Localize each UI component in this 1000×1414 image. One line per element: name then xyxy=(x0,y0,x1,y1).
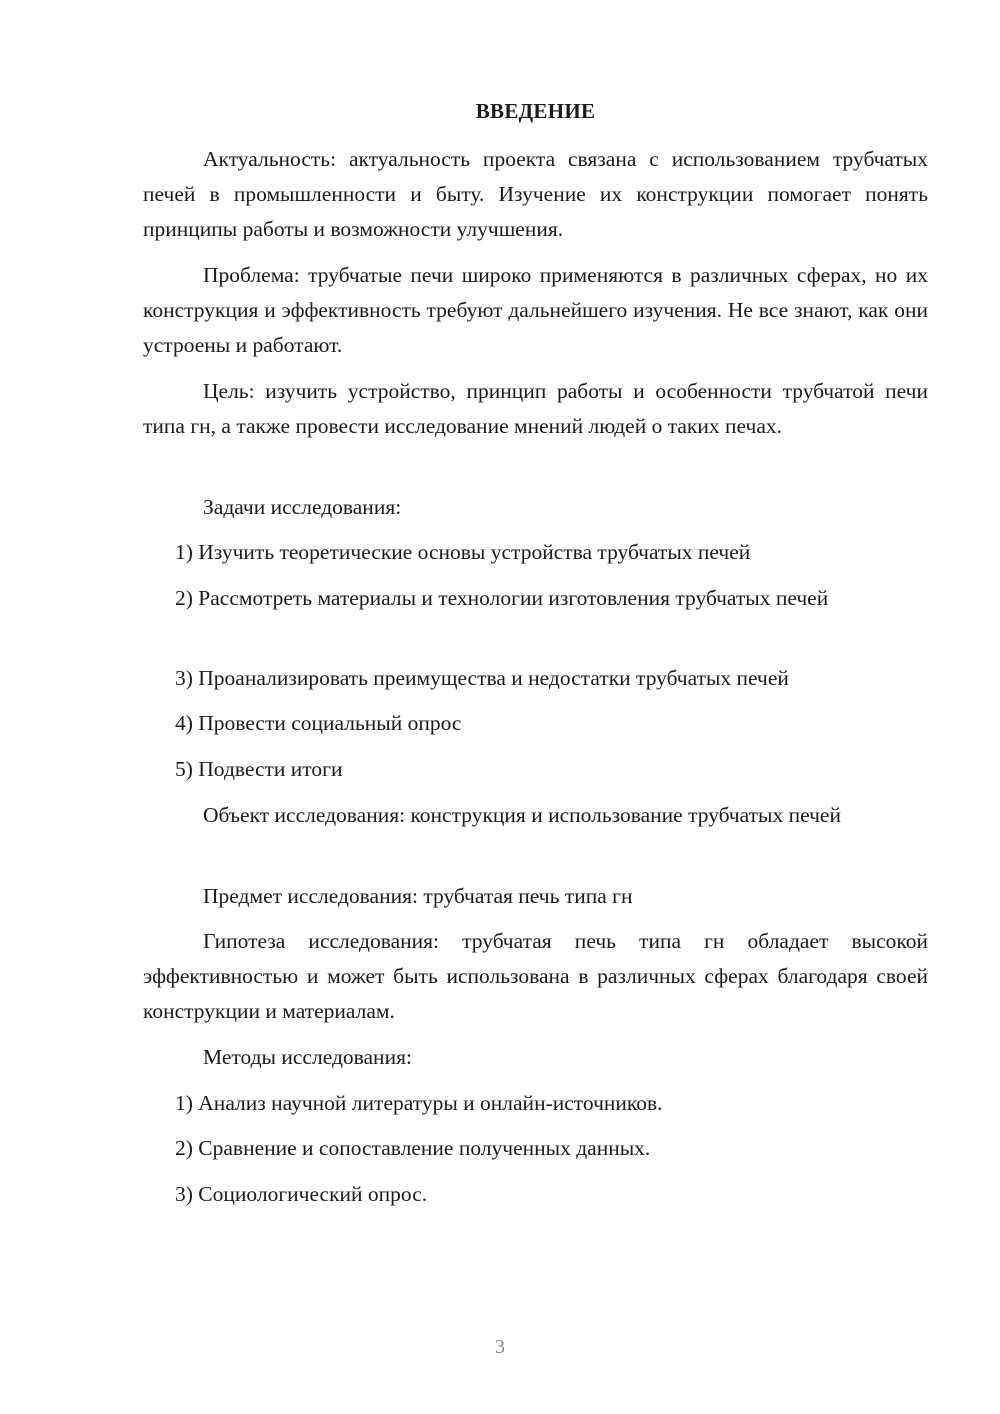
method-item-1: 1) Анализ научной литературы и онлайн-источников. xyxy=(175,1091,663,1115)
section-title: ВВЕДЕНИЕ xyxy=(475,99,596,123)
paragraph-subject: Предмет исследования: трубчатая печь типа гн xyxy=(203,884,633,908)
paragraph-tasks-heading: Задачи исследования: xyxy=(203,495,402,519)
task-item-3: 3) Проанализировать преимущества и недостатки трубчатых печей xyxy=(175,666,789,690)
task-item-2: 2) Рассмотреть материалы и технологии изготовления трубчатых печей xyxy=(175,586,829,610)
paragraph-object: Объект исследования: конструкция и использование трубчатых печей xyxy=(203,803,841,827)
task-item-4: 4) Провести социальный опрос xyxy=(175,711,462,735)
method-item-2: 2) Сравнение и сопоставление полученных данных. xyxy=(175,1136,651,1160)
paragraph-relevance: Актуальность: актуальность проекта связана с использованием трубчатых печей в промышленности и быту. Изучение их конструкции помогает понять принципы работы и возможности улучшения. xyxy=(143,147,928,241)
page-number: 3 xyxy=(495,1336,505,1358)
method-item-3: 3) Социологический опрос. xyxy=(175,1182,428,1206)
paragraph-hypothesis: Гипотеза исследования: трубчатая печь типа гн обладает высокой эффективностью и может быть использована в различных сферах благодаря своей конструкции и материалам. xyxy=(143,929,928,1023)
task-item-1: 1) Изучить теоретические основы устройства трубчатых печей xyxy=(175,540,751,564)
paragraph-methods-heading: Методы исследования: xyxy=(203,1045,412,1069)
task-item-5: 5) Подвести итоги xyxy=(175,757,343,781)
paragraph-goal: Цель: изучить устройство, принцип работы и особенности трубчатой печи типа гн, а также провести исследование мнений людей о таких печах. xyxy=(143,379,928,438)
paragraph-problem: Проблема: трубчатые печи широко применяются в различных сферах, но их конструкция и эффективность требуют дальнейшего изучения. Не все знают, как они устроены и работают. xyxy=(143,263,928,357)
